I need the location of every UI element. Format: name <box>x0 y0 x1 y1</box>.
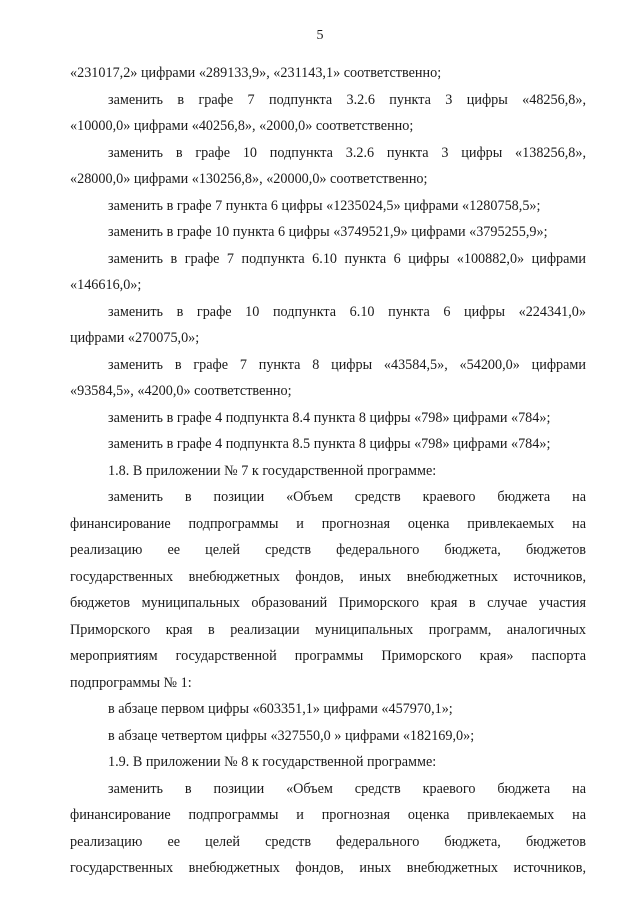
text-line: реализацию ее целей средств федерального бюджета, бюджетов <box>70 542 586 558</box>
text-line: заменить в графе 10 пункта 6 цифры «3749521,9» цифрами «3795255,9»; <box>108 224 548 240</box>
text-line: «28000,0» цифрами «130256,8», «20000,0» соответственно; <box>70 171 428 187</box>
text-line: бюджетов муниципальных образований Приморского края в случае участия <box>70 595 586 611</box>
text-line: в абзаце четвертом цифры «327550,0 » цифрами «182169,0»; <box>108 727 475 744</box>
text-line: государственных внебюджетных фондов, иных внебюджетных источников, <box>70 568 586 585</box>
text-line: заменить в графе 4 подпункта 8.4 пункта 8 цифры «798» цифрами «784»; <box>108 409 551 426</box>
text-line: заменить в графе 7 пункта 8 цифры «43584,5», «54200,0» цифрами <box>108 356 586 373</box>
text-line: реализацию ее целей средств федерального бюджета, бюджетов <box>70 833 586 850</box>
text-line: 1.8. В приложении № 7 к государственной программе: <box>108 462 437 479</box>
text-line: заменить в графе 4 подпункта 8.5 пункта 8 цифры «798» цифрами «784»; <box>108 436 551 452</box>
text-line: финансирование подпрограммы и прогнозная оценка привлекаемых на <box>70 807 586 823</box>
text-line: «93584,5», «4200,0» соответственно; <box>70 383 292 399</box>
text-line: Приморского края в реализации муниципальных программ, аналогичных <box>70 621 586 638</box>
text-line: заменить в графе 10 подпункта 6.10 пункта 6 цифры «224341,0» <box>108 303 586 320</box>
text-line: «10000,0» цифрами «40256,8», «2000,0» соответственно; <box>70 118 414 134</box>
text-line: цифрами «270075,0»; <box>70 330 200 346</box>
text-line: государственных внебюджетных фондов, иных внебюджетных источников, <box>70 860 586 876</box>
text-line: заменить в позиции «Объем средств краевого бюджета на <box>108 780 586 797</box>
text-line: подпрограммы № 1: <box>70 674 192 691</box>
text-line: «231017,2» цифрами «289133,9», «231143,1» соответственно; <box>70 65 442 81</box>
text-line: заменить в графе 10 подпункта 3.2.6 пункта 3 цифры «138256,8», <box>108 144 586 161</box>
text-line: финансирование подпрограммы и прогнозная оценка привлекаемых на <box>70 515 586 532</box>
text-line: мероприятиям государственной программы Приморского края» паспорта <box>70 648 586 664</box>
text-line: заменить в графе 7 подпункта 3.2.6 пункта 3 цифры «48256,8», <box>108 91 586 108</box>
document-body <box>70 60 586 882</box>
text-line: «146616,0»; <box>70 277 142 293</box>
page-number: 5 <box>316 28 324 43</box>
text-line: заменить в позиции «Объем средств краевого бюджета на <box>108 489 586 505</box>
text-line: заменить в графе 7 подпункта 6.10 пункта 6 цифры «100882,0» цифрами <box>108 250 586 267</box>
text-line: 1.9. В приложении № 8 к государственной программе: <box>108 754 437 770</box>
text-line: в абзаце первом цифры «603351,1» цифрами «457970,1»; <box>108 701 453 717</box>
text-line: заменить в графе 7 пункта 6 цифры «1235024,5» цифрами «1280758,5»; <box>108 197 541 214</box>
